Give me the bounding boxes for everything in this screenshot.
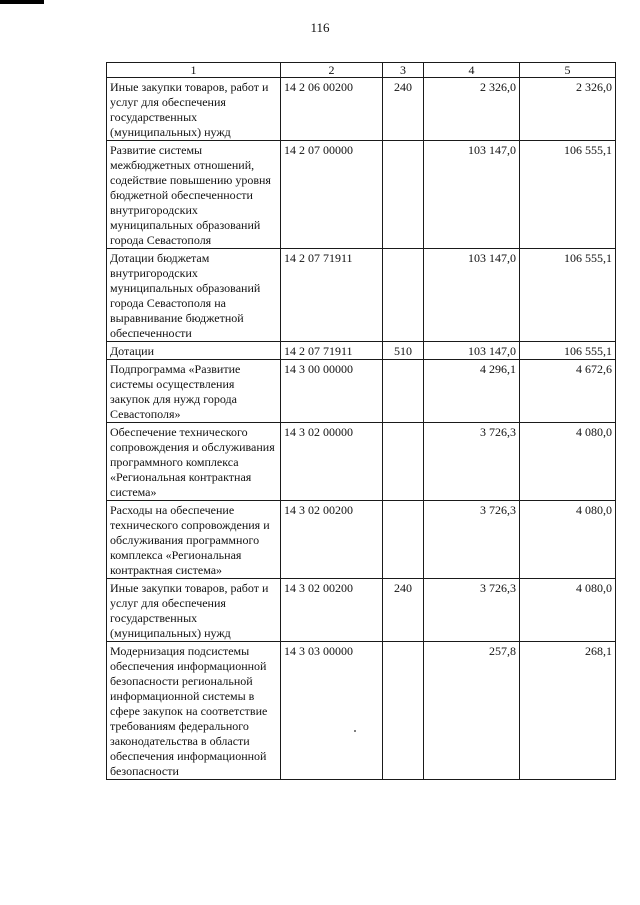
table-row	[107, 141, 616, 249]
row-code-cell: 14 2 07 71911	[281, 249, 383, 342]
row-value-5-cell: 4 080,0	[520, 579, 616, 642]
scan-corner-mark	[0, 0, 44, 4]
row-name-cell: Иные закупки товаров, работ и услуг для обеспечения государственных (муниципальных) нужд	[107, 78, 281, 141]
row-name-cell: Расходы на обеспечение технического сопровождения и обслуживания программного комплекса «Региональная контрактная система»	[107, 501, 281, 579]
row-type-cell	[383, 360, 424, 423]
table-header-row	[107, 63, 616, 78]
row-name-cell: Обеспечение технического сопровождения и обслуживания программного комплекса «Региональная контрактная система»	[107, 423, 281, 501]
row-type-cell: 240	[383, 579, 424, 642]
row-name-cell: Дотации бюджетам внутригородских муниципальных образований города Севастополя на выравнивание бюджетной обеспеченности	[107, 249, 281, 342]
row-value-5-cell: 4 672,6	[520, 360, 616, 423]
row-code-cell: 14 3 00 00000	[281, 360, 383, 423]
page-number: 116	[310, 20, 330, 35]
row-code-cell: 14 2 06 00200	[281, 78, 383, 141]
header-cell-col-5: 5	[520, 63, 616, 78]
row-type-cell: 510	[383, 342, 424, 360]
row-name-cell: Дотации	[107, 342, 281, 360]
header-cell-col-3: 3	[383, 63, 424, 78]
row-value-5-cell: 106 555,1	[520, 249, 616, 342]
row-code-cell: 14 3 02 00000	[281, 423, 383, 501]
row-code-cell: 14 3 02 00200	[281, 501, 383, 579]
row-value-4-cell: 103 147,0	[424, 342, 520, 360]
row-code-cell: 14 3 03 00000	[281, 642, 383, 780]
row-value-5-cell: 106 555,1	[520, 141, 616, 249]
row-value-5-cell: 4 080,0	[520, 501, 616, 579]
row-value-4-cell: 4 296,1	[424, 360, 520, 423]
scan-speck	[354, 730, 356, 732]
row-value-4-cell: 257,8	[424, 642, 520, 780]
row-name-cell: Подпрограмма «Развитие системы осуществления закупок для нужд города Севастополя»	[107, 360, 281, 423]
row-code-cell: 14 2 07 71911	[281, 342, 383, 360]
row-value-4-cell: 3 726,3	[424, 423, 520, 501]
row-type-cell	[383, 141, 424, 249]
row-value-4-cell: 103 147,0	[424, 249, 520, 342]
table-row	[107, 78, 616, 141]
row-value-5-cell: 106 555,1	[520, 342, 616, 360]
row-value-4-cell: 2 326,0	[424, 78, 520, 141]
row-name-cell: Развитие системы межбюджетных отношений, содействие повышению уровня бюджетной обеспеченности внутригородских муниципальных образований города Севастополя	[107, 141, 281, 249]
row-value-4-cell: 3 726,3	[424, 501, 520, 579]
row-name-cell: Модернизация подсистемы обеспечения информационной безопасности региональной информационной системы в сфере закупок на соответствие требованиям федерального законодательства в области обеспечения информационной безопасности	[107, 642, 281, 780]
row-code-cell: 14 2 07 00000	[281, 141, 383, 249]
table-row	[107, 360, 616, 423]
row-value-4-cell: 3 726,3	[424, 579, 520, 642]
row-code-cell: 14 3 02 00200	[281, 579, 383, 642]
budget-table	[106, 62, 616, 780]
table-row	[107, 249, 616, 342]
header-cell-col-1: 1	[107, 63, 281, 78]
row-type-cell: 240	[383, 78, 424, 141]
table-row	[107, 579, 616, 642]
row-value-5-cell: 2 326,0	[520, 78, 616, 141]
table-row	[107, 642, 616, 780]
table-row	[107, 501, 616, 579]
header-cell-col-2: 2	[281, 63, 383, 78]
row-value-4-cell: 103 147,0	[424, 141, 520, 249]
row-type-cell	[383, 642, 424, 780]
header-cell-col-4: 4	[424, 63, 520, 78]
row-type-cell	[383, 501, 424, 579]
table-row	[107, 342, 616, 360]
row-type-cell	[383, 249, 424, 342]
row-value-5-cell: 268,1	[520, 642, 616, 780]
table-row	[107, 423, 616, 501]
row-value-5-cell: 4 080,0	[520, 423, 616, 501]
row-type-cell	[383, 423, 424, 501]
row-name-cell: Иные закупки товаров, работ и услуг для обеспечения государственных (муниципальных) нужд	[107, 579, 281, 642]
